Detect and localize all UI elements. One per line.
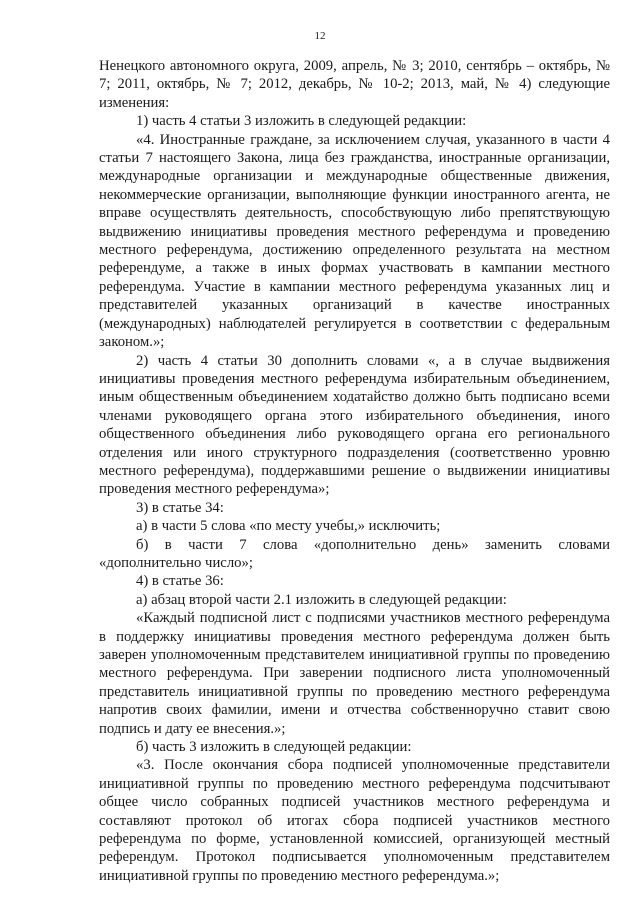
paragraph: 3) в статье 34: (136, 499, 224, 516)
paragraph: 2) часть 4 статьи 30 дополнить словами «, а в случае выдвижения инициативы проведения местного референдума избирательным объединением, иным общественным объединением ходатайство должно быть подписано всеми членами руководящего органа этого избирательного объединения, иного общественного объединения либо руководящего органа его регионального отделения или иного структурного подразделения (соответственно уровню местного референдума), поддержавшими решение о выдвижении инициативы проведения местного референдума»; (99, 352, 610, 498)
paragraph: а) в части 5 слова «по месту учебы,» исключить; (136, 518, 441, 535)
paragraph: Ненецкого автономного округа, 2009, апрель, № 3; 2010, сентябрь – октябрь, № 7; 2011, октябрь, № 7; 2012, декабрь, № 10-2; 2013, май, № 4) следующие изменения: (99, 58, 610, 111)
paragraph: «Каждый подписной лист с подписями участников местного референдума в поддержку инициативы проведения местного референдума должен быть заверен уполномоченным представителем инициативной группы по проведению местного референдума. При заверении подписного листа уполномоченный представитель инициативной группы по проведению местного референдума напротив своих фамилии, имени и отчества собственноручно ставит свою подпись и дату ее внесения.»; (99, 610, 610, 737)
page-number: 12 (314, 30, 326, 42)
paragraph: а) абзац второй части 2.1 изложить в следующей редакции: (136, 591, 507, 608)
document-body (99, 57, 610, 885)
paragraph: б) в части 7 слова «дополнительно день» заменить словами «дополнительно число»; (99, 536, 610, 571)
paragraph: б) часть 3 изложить в следующей редакции: (136, 739, 412, 756)
paragraph: «3. После окончания сбора подписей уполномоченные представители инициативной группы по проведению местного референдума подсчитывают общее число собранных подписей участников местного референдума и составляют протокол об итогах сбора подписей участников местного референдума по форме, установленной комиссией, организующей местный референдум. Протокол подписывается уполномоченным представителем инициативной группы по проведению местного референдума.»; (99, 757, 610, 884)
paragraph: «4. Иностранные граждане, за исключением случая, указанного в части 4 статьи 7 настоящего Закона, лица без гражданства, иностранные организации, международные организации и международные общественные движения, некоммерческие организации, выполняющие функции иностранного агента, не вправе осуществлять деятельность, способствующую либо препятствующую выдвижению инициативы проведения местного референдума и проведению местного референдума, достижению определенного результата на местном референдуме, а также в иных формах участвовать в кампании местного референдума. Участие в кампании местного референдума указанных лиц и представителей указанных организаций в качестве иностранных (международных) наблюдателей регулируется в соответствии с федеральным законом.»; (99, 131, 610, 351)
paragraph: 1) часть 4 статьи 3 изложить в следующей редакции: (136, 113, 467, 130)
paragraph: 4) в статье 36: (136, 573, 224, 590)
